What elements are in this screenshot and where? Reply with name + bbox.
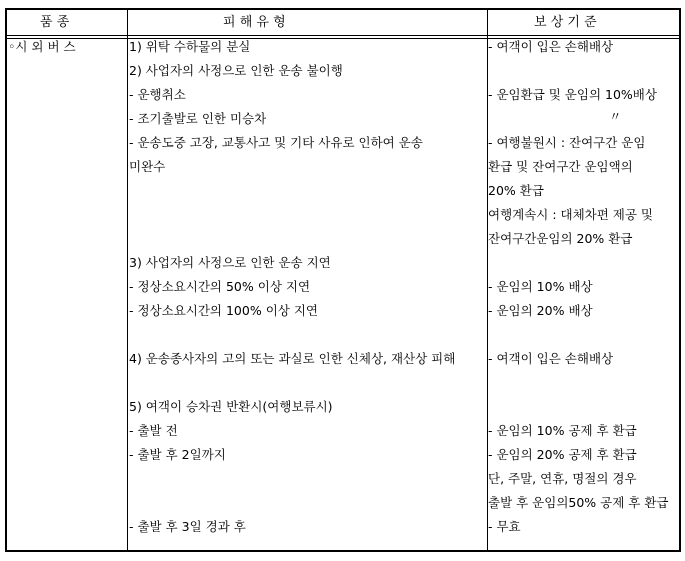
damage-item: - 출발 후 2일까지 (129, 447, 226, 462)
damage-item: 2) 사업자의 사정으로 인한 운송 불이행 (129, 63, 343, 78)
compensation-item: - 운임의 20% 배상 (488, 303, 593, 318)
compensation-item: - 운임의 10% 공제 후 환급 (488, 423, 637, 438)
compensation-item: - 무효 (488, 519, 521, 534)
category-label: ◦시 외 버 스 (8, 39, 76, 54)
damage-item: 1) 위탁 수하물의 분실 (129, 39, 251, 54)
compensation-item: 단, 주말, 연휴, 명절의 경우 (488, 471, 637, 486)
damage-item: - 조기출발로 인한 미승차 (129, 111, 267, 126)
damage-item: - 출발 전 (129, 423, 178, 438)
damage-item: - 정상소요시간의 100% 이상 지연 (129, 303, 318, 318)
compensation-item: - 운임의 10% 배상 (488, 279, 593, 294)
damage-item: - 출발 후 3일 경과 후 (129, 519, 246, 534)
compensation-item: 잔여구간운임의 20% 환급 (488, 231, 633, 246)
header-damage-type: 피 해 유 형 (223, 15, 286, 30)
compensation-item: 출발 후 운임의50% 공제 후 환급 (488, 495, 669, 510)
column-divider-1 (127, 10, 128, 550)
header-compensation: 보 상 기 준 (534, 15, 597, 30)
compensation-item: 여행계속시 : 대체차편 제공 및 (488, 207, 654, 222)
damage-item: 4) 운송종사자의 고의 또는 과실로 인한 신체상, 재산상 피해 (129, 351, 456, 366)
compensation-ditto-mark: 〃 (609, 109, 622, 124)
compensation-item: - 여객이 입은 손해배상 (488, 39, 614, 54)
header-divider-top (7, 35, 679, 36)
header-category: 품 종 (40, 15, 70, 30)
compensation-item: 환급 및 잔여구간 운임액의 (488, 159, 633, 174)
compensation-item: - 여객이 입은 손해배상 (488, 351, 614, 366)
compensation-item: - 운임환급 및 운임의 10%배상 (488, 87, 657, 102)
compensation-item: - 여행불원시 : 잔여구간 운임 (488, 135, 646, 150)
damage-item: - 운송도중 고장, 교통사고 및 기타 사유로 인하여 운송 (129, 135, 423, 150)
damage-item: 미완수 (129, 159, 166, 174)
damage-item: - 운행취소 (129, 87, 186, 102)
damage-item: - 정상소요시간의 50% 이상 지연 (129, 279, 311, 294)
compensation-item: - 운임의 20% 공제 후 환급 (488, 447, 637, 462)
compensation-table (5, 8, 681, 552)
damage-item: 5) 여객이 승차권 반환시(여행보류시) (129, 399, 333, 414)
compensation-item: 20% 환급 (488, 183, 544, 198)
damage-item: 3) 사업자의 사정으로 인한 운송 지연 (129, 255, 331, 270)
